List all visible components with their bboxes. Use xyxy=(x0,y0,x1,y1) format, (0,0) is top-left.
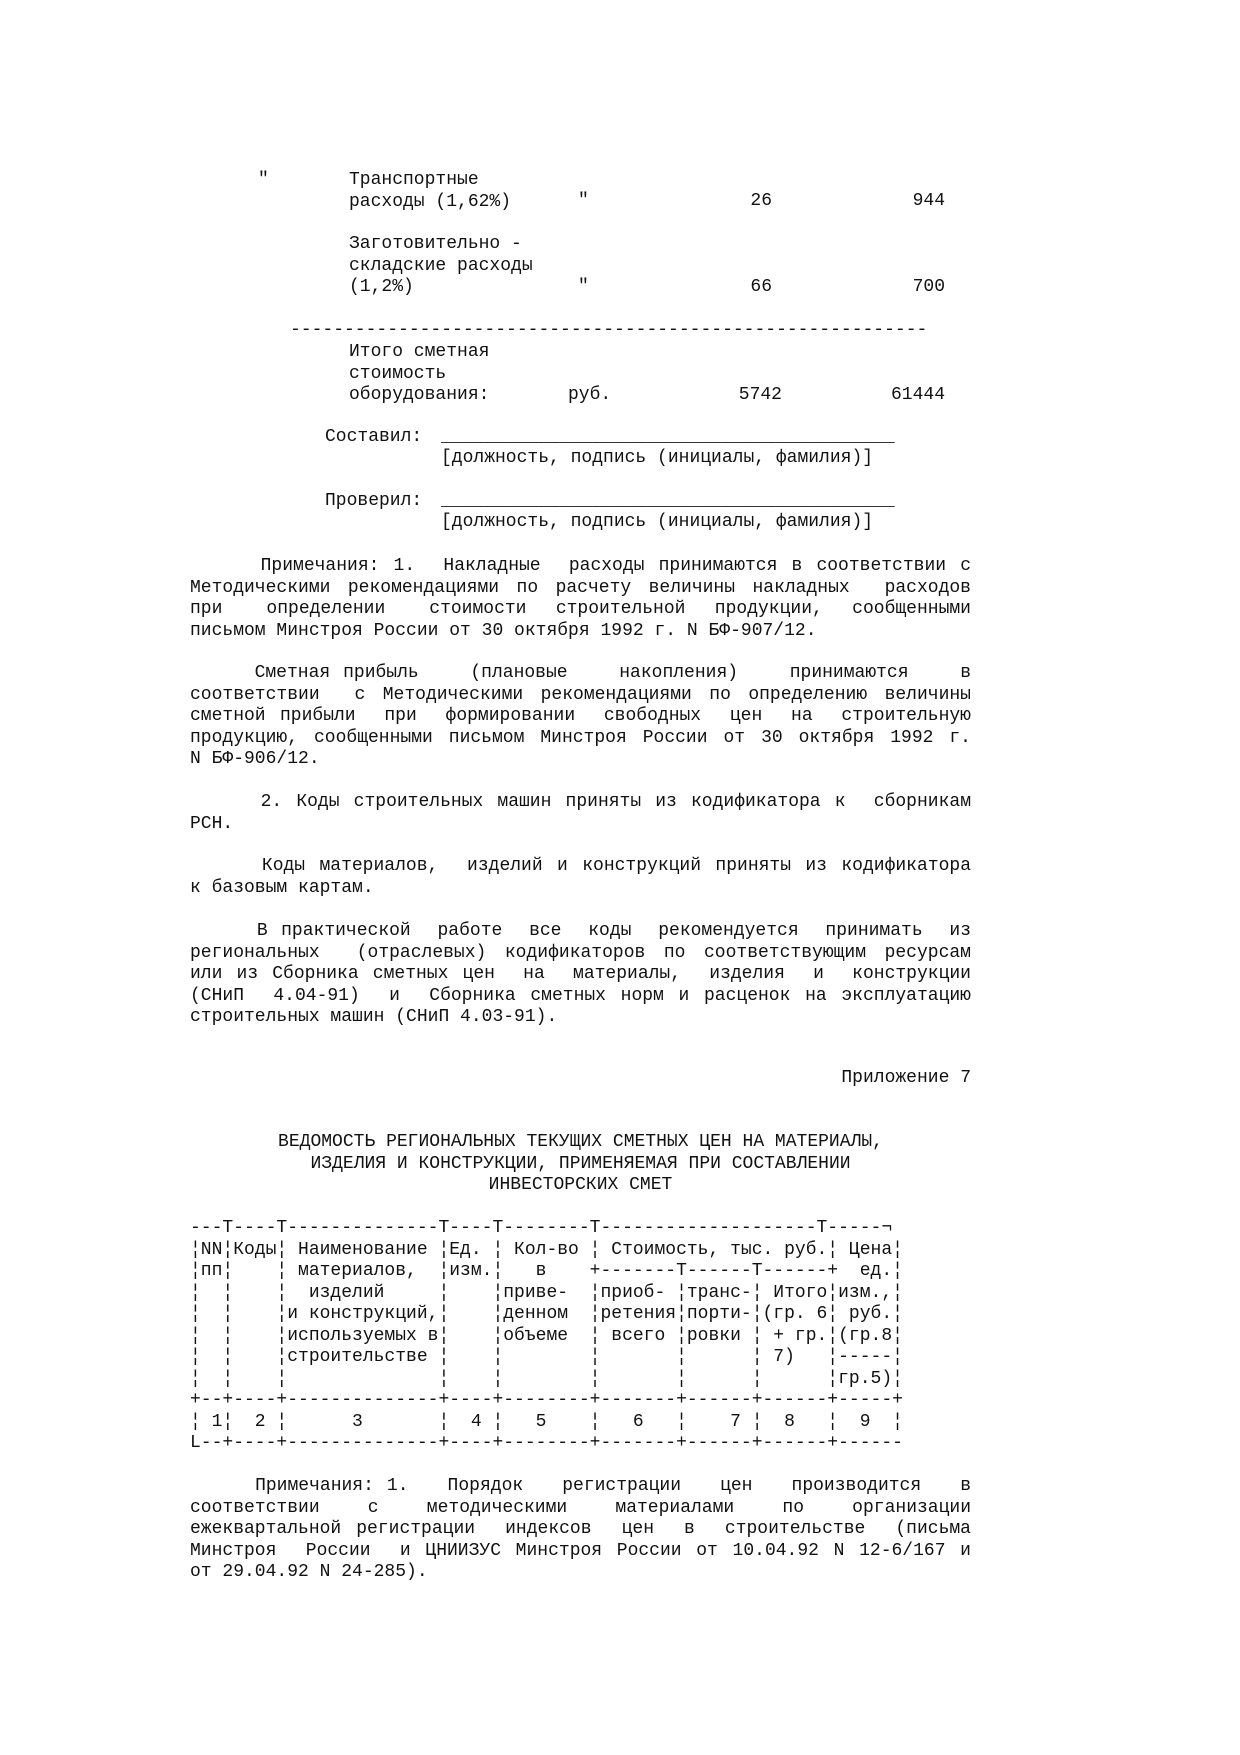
transport-value-2: 944 xyxy=(912,191,945,211)
table-header-row: ¦ ¦ ¦ ¦ ¦ ¦ ¦ ¦ ¦гр.5)¦ xyxy=(190,1368,903,1389)
note-machine-codes: 2. Коды строительных машин приняты из кодификатора к сборникам РСН. xyxy=(190,792,971,834)
note-profit: Сметная прибыль (плановые накопления) принимаются в соответствии с Методическими рекомендациями по определению величины сметной прибыли при формировании свободных цен на строительную продукцию, сообщенными письмом Минстроя России от 30 октября 1992 г. N БФ-906/12. xyxy=(190,663,971,769)
checked-by-hint: [должность, подпись (инициалы, фамилия)] xyxy=(441,512,874,532)
prices-statement-table xyxy=(190,1218,903,1455)
table-separator: +--+----+--------------+----+--------+-------+------+------+-----+ xyxy=(190,1390,903,1410)
ditto-mark: " xyxy=(258,170,269,190)
composed-by-label: Составил: xyxy=(325,427,423,447)
note-price-registration: Примечания: 1. Порядок регистрации цен производится в соответствии с методическими материалами по организации ежеквартальной регистрации индексов цен в строительстве (письма Минстроя России и ЦНИИЗУС Минстроя России от 10.04.92 N 12-6/167 и от 29.04.92 N 24-285). xyxy=(190,1476,971,1582)
table-header-row: ¦ ¦ ¦строительстве ¦ ¦ ¦ ¦ ¦ 7) ¦-----¦ xyxy=(190,1347,903,1367)
total-value-2: 61444 xyxy=(890,385,945,405)
procurement-value-2: 700 xyxy=(912,277,945,297)
total-unit: руб. xyxy=(568,385,612,405)
statement-title: ВЕДОМОСТЬ РЕГИОНАЛЬНЫХ ТЕКУЩИХ СМЕТНЫХ ЦЕН НА МАТЕРИАЛЫ, ИЗДЕЛИЯ И КОНСТРУКЦИИ, ПРИМЕНЯЕМАЯ ПРИ СОСТАВЛЕНИИ ИНВЕСТОРСКИХ СМЕТ xyxy=(278,1132,883,1195)
note-practical-codes: В практической работе все коды рекомендуется принимать из региональных (отраслевых) кодификаторов по соответствующим ресурсам или из Сборника сметных цен на материалы, изделия и конструкции (СНиП 4.04-91) и Сборника сметных норм и расценок на эксплуатацию строительных машин (СНиП 4.03-91). xyxy=(190,921,971,1027)
divider-line: ----------------------------------------------------------- xyxy=(290,320,928,340)
procurement-costs-label: Заготовительно - складские расходы (1,2%) xyxy=(349,234,533,297)
procurement-unit: " xyxy=(578,277,589,297)
transport-costs-label: Транспортные расходы (1,62%) xyxy=(349,170,512,212)
table-header-row: ¦NN¦Коды¦ Наименование ¦Ед. ¦ Кол-во ¦ Стоимость, тыс. руб.¦ Цена¦ xyxy=(190,1239,903,1260)
procurement-value-1: 66 xyxy=(750,277,772,297)
table-border-bottom: L--+----+--------------+----+--------+-------+------+------+------ xyxy=(190,1433,903,1453)
table-header-row: ¦пп¦ ¦ материалов, ¦изм.¦ в +-------T------T------+ ед.¦ xyxy=(190,1261,903,1281)
checked-by-label: Проверил: xyxy=(325,491,423,511)
table-column-numbers-row: ¦ 1¦ 2 ¦ 3 ¦ 4 ¦ 5 ¦ 6 ¦ 7 ¦ 8 ¦ 9 ¦ xyxy=(190,1411,903,1432)
note-overhead: Примечания: 1. Накладные расходы принимаются в соответствии с Методическими рекомендациями по расчету величины накладных расходов при определении стоимости строительной продукции, сообщенными письмом Минстроя России от 30 октября 1992 г. N БФ-907/12. xyxy=(190,556,971,641)
composed-by-hint: [должность, подпись (инициалы, фамилия)] xyxy=(441,448,874,468)
table-header-row: ¦ ¦ ¦и конструкций,¦ ¦денном ¦ретения¦порти-¦(гр. 6¦ руб.¦ xyxy=(190,1304,903,1324)
composed-by-signature-line: __________________________________________ xyxy=(441,427,895,447)
total-equipment-label: Итого сметная стоимость оборудования: xyxy=(349,342,490,405)
total-value-1: 5742 xyxy=(738,385,782,405)
note-material-codes: Коды материалов, изделий и конструкций приняты из кодификатора к базовым картам. xyxy=(190,856,971,898)
appendix-label: Приложение 7 xyxy=(841,1068,971,1088)
table-header-row: ¦ ¦ ¦используемых в¦ ¦объеме ¦ всего ¦ровки ¦ + гр.¦(гр.8¦ xyxy=(190,1325,903,1346)
transport-unit: " xyxy=(578,191,589,211)
table-border-top: ---T----T--------------T----T--------T--------------------T-----¬ xyxy=(190,1218,893,1238)
transport-value-1: 26 xyxy=(750,191,772,211)
checked-by-signature-line: __________________________________________ xyxy=(441,491,895,511)
table-header-row: ¦ ¦ ¦ изделий ¦ ¦приве- ¦приоб- ¦транс-¦ Итого¦изм.,¦ xyxy=(190,1282,903,1303)
